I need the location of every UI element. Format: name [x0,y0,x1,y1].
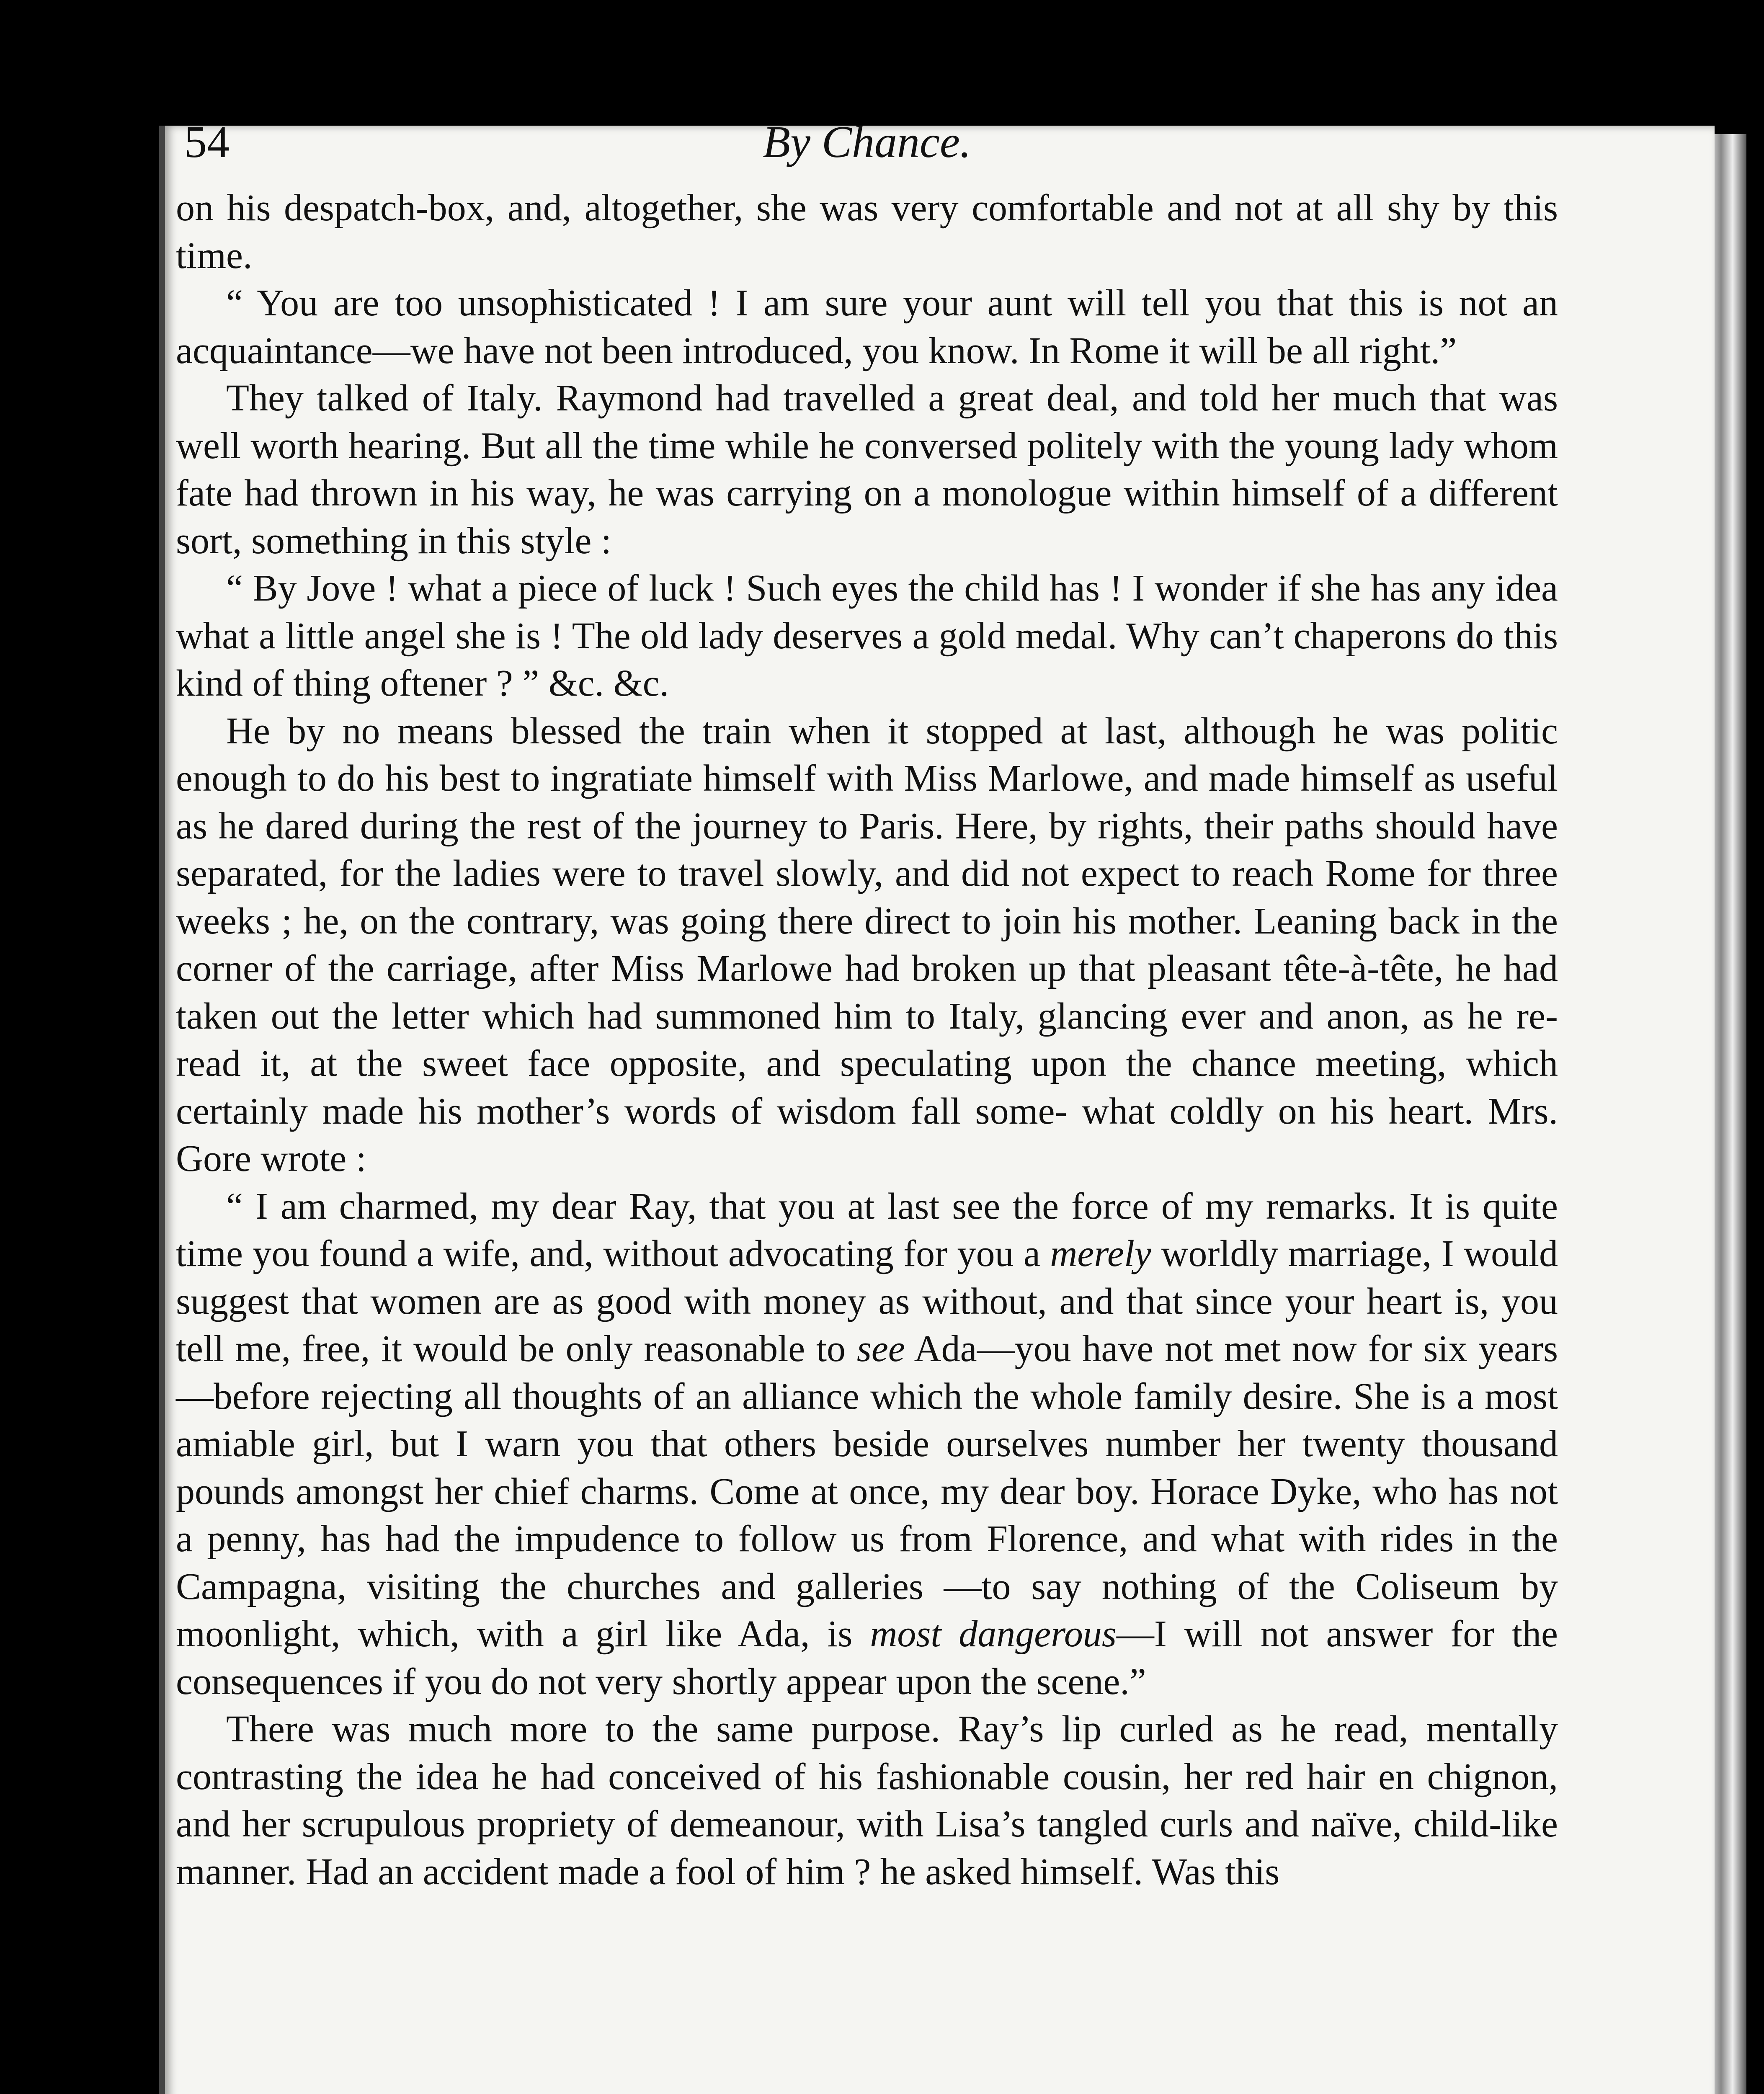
letter-text-c: Ada—you have not met now for six years—before rejecting all thoughts of an alliance which the whole family desire. She is a most amiable girl, but I warn you that others beside ourselves number her twenty thousand pounds amongst her chief charms. Come at once, my dear boy. Horace Dyke, who has not a penny, has had the impudence to follow us from Florence, and what with rides in the Campagna, visiting the churches and galleries —to say nothing of the Coliseum by moonlight, which, with a girl like Ada, is [176,1328,1558,1655]
letter-text-d: —I will not answer for the consequences if you do not very shortly appear upon the scene.” [176,1613,1558,1702]
body-text [176,184,1558,1895]
paragraph-6-letter [176,1183,1558,1706]
letter-emphasis-see: see [856,1328,905,1369]
letter-emphasis-merely: merely [1050,1233,1151,1274]
letter-text-b: worldly marriage, I would suggest that women are as good with money as without, and that since your heart is, you tell me, free, it would be only reasonable to [176,1233,1558,1369]
letter-text-a: “ I am charmed, my dear Ray, that you at last see the force of my remarks. It is quite time you found a wife, and, without advocating for you a [176,1185,1558,1274]
paragraph-1: on his despatch-box, and, altogether, she was very comfortable and not at all shy by this time. [176,187,1558,276]
page-header [184,113,1550,180]
page-number: 54 [184,117,230,167]
paragraph-3: They talked of Italy. Raymond had travelled a great deal, and told her much that was well worth hearing. But all the time while he conversed politely with the young lady whom fate had thrown in his way, he was carrying on a monologue within himself of a different sort, something in this style : [176,377,1558,562]
paragraph-5: He by no means blessed the train when it stopped at last, although he was politic enough to do his best to ingratiate himself with Miss Marlowe, and made himself as useful as he dared during the rest of the journey to Paris. Here, by rights, their paths should have separated, for the ladies were to travel slowly, and did not expect to reach Rome for three weeks ; he, on the contrary, was going there direct to join his mother. Leaning back in the corner of the carriage, after Miss Marlowe had broken up that pleasant tête-à-tête, he had taken out the letter which had summoned him to Italy, glancing ever and anon, as he re-read it, at the sweet face opposite, and speculating upon the chance meeting, which certainly made his mother’s words of wisdom fall some- what coldly on his heart. Mrs. Gore wrote : [176,710,1558,1179]
letter-emphasis-most-dangerous: most dangerous [870,1613,1117,1655]
running-title: By Chance. [763,117,971,167]
paragraph-7: There was much more to the same purpose. Ray’s lip curled as he read, mentally contrasting the idea he had conceived of his fashionable cousin, her red hair en chignon, and her scrupulous propriety of demeanour, with Lisa’s tangled curls and naïve, child-like manner. Had an accident made a fool of him ? he asked himself. Was this [176,1708,1558,1893]
paragraph-4: “ By Jove ! what a piece of luck ! Such eyes the child has ! I wonder if she has any idea what a little angel she is ! The old lady deserves a gold medal. Why can’t chaperons do this kind of thing oftener ? ” &c. &c. [176,567,1558,704]
paragraph-2: “ You are too unsophisticated ! I am sure your aunt will tell you that this is not an acquaintance—we have not been introduced, you know. In Rome it will be all right.” [176,282,1558,371]
